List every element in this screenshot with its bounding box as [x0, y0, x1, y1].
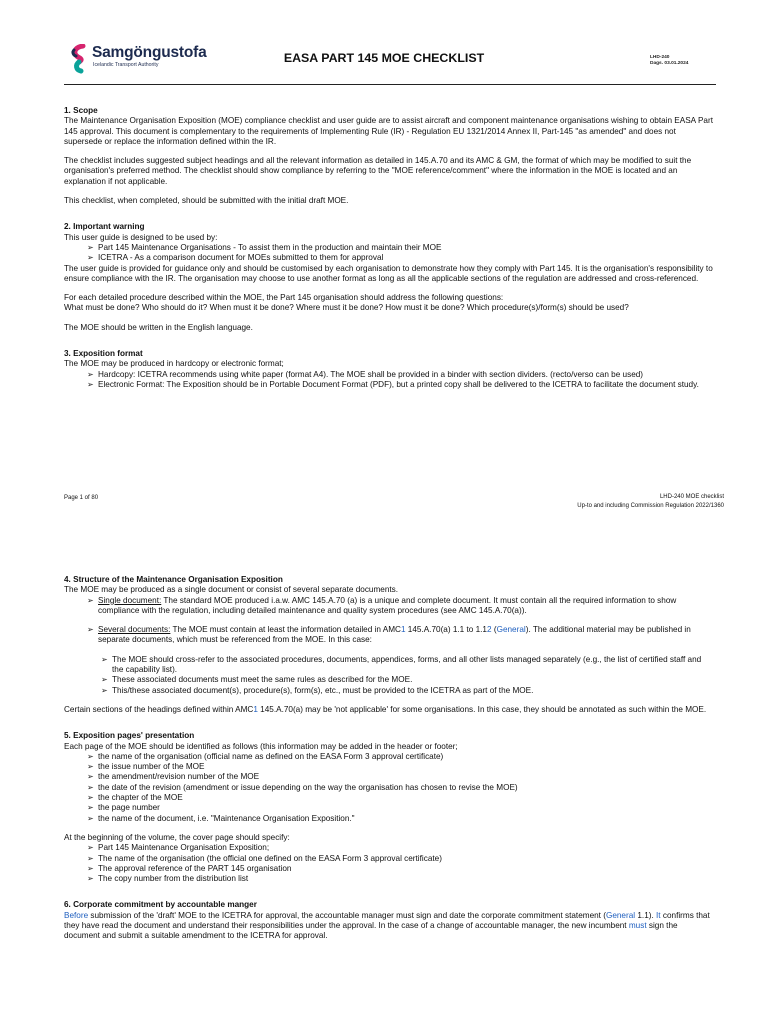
paragraph: The Maintenance Organisation Exposition (MOE) compliance checklist and user guide are to assist aircraft and component maintenance organisations wishing to obtain EASA Part 145 approval. This document is complementary to the requirements of Implementing Rule (IR) - Regulation EU 1321/2014 Annex II, Part-145 "as amended" and does not supersede or replace the information defined within the IR. — [64, 116, 713, 146]
paragraph: What must be done? Who should do it? When must it be done? Where must it be done? How must it be done? Which procedure(s)/form(s) should be used? — [64, 303, 629, 313]
section-heading-corporate-commitment: 6. Corporate commitment by accountable manger — [64, 900, 257, 910]
arrow-bullet-icon: ➢ — [87, 803, 94, 813]
paragraph: Each page of the MOE should be identified as follows (this information may be added in the header or footer; — [64, 741, 458, 751]
list-item: ➢ This/these associated document(s), procedure(s), form(s), etc., must be provided to the ICETRA as part of the MOE. — [101, 685, 534, 695]
several-documents-label: Several documents: — [98, 625, 171, 635]
bullet-list — [64, 752, 714, 824]
list-item: ➢ Hardcopy: ICETRA recommends using white paper (format A4). The MOE shall be provided in a binder with section dividers. (recto/verso can be used) — [87, 369, 644, 379]
page-number: Page 1 of 80 — [64, 495, 99, 501]
list-item: ➢ the chapter of the MOE — [87, 793, 183, 803]
arrow-bullet-icon: ➢ — [101, 675, 108, 685]
list-item: ➢ the name of the organisation (official name as defined on the EASA Form 3 approval certificate) — [87, 751, 444, 761]
general-reference-link: General — [496, 625, 526, 635]
list-item: ➢ Single document: The standard MOE produced i.a.w. AMC 145.A.70 (a) is a unique and complete document. It must contain all the required information to show compliance with the regulation, including detailed maintenance and quality system procedures (see AMC 145.A.70(a)). — [87, 595, 677, 615]
page-1-body — [64, 106, 714, 390]
paragraph: Before submission of the 'draft' MOE to the ICETRA for approval, the accountable manager must sign and date the corporate commitment statement (General 1.1). It confirms that they have read the document and understand their responsibilities under the approval. In the case of a change of accountable manager, the new incumbent must sign the document and submit a suitable amendment to the ICETRA for approval. — [64, 910, 710, 941]
section-heading-structure: 4. Structure of the Maintenance Organisation Exposition — [64, 575, 283, 584]
paragraph: The checklist includes suggested subject headings and all the relevant information as detailed in 145.A.70 and its AMC & GM, the format of which may be modified to suit the organisation's preferred method. The checklist should show compliance by referring to the "MOE reference/comment" where the information in the MOE is located and an explanation if not applicable. — [64, 156, 692, 186]
list-item: ➢ the name of the document, i.e. "Maintenance Organisation Exposition." — [87, 813, 355, 823]
arrow-bullet-icon: ➢ — [87, 843, 94, 853]
arrow-bullet-icon: ➢ — [87, 625, 94, 635]
list-item: ➢ the amendment/revision number of the MOE — [87, 772, 260, 782]
general-reference-link: General — [605, 910, 636, 920]
list-item: ➢ the date of the revision (amendment or issue depending on the way the organisation has chosen to revise the MOE) — [87, 782, 518, 792]
document-title: EASA PART 145 MOE CHECKLIST — [283, 51, 485, 65]
list-item: ➢ These associated documents must meet the same rules as described for the MOE. — [101, 675, 413, 685]
arrow-bullet-icon: ➢ — [101, 654, 108, 664]
paragraph: For each detailed procedure described within the MOE, the Part 145 organisation should address the following questions: — [64, 293, 504, 303]
list-item: ➢ Several documents: The MOE must contain at least the information detailed in AMC1 145.A.70(a) 1.1 to 1.12 (General). The additional material may be published in separate documents, which must be referenced from the MOE. In this case: — [87, 625, 691, 645]
document-reference — [650, 55, 688, 67]
single-document-label: Single document: — [98, 595, 162, 605]
bullet-list — [64, 370, 714, 391]
list-item: ➢ Part 145 Maintenance Organisations - To assist them in the production and maintain their MOE — [87, 242, 442, 252]
arrow-bullet-icon: ➢ — [87, 369, 94, 379]
arrow-bullet-icon: ➢ — [87, 379, 94, 389]
list-item: ➢ the issue number of the MOE — [87, 762, 205, 772]
header-divider — [64, 84, 716, 85]
arrow-bullet-icon: ➢ — [87, 863, 94, 873]
paragraph: The MOE should be written in the English language. — [64, 322, 253, 332]
section-heading-pages-presentation: 5. Exposition pages' presentation — [64, 731, 195, 741]
arrow-bullet-icon: ➢ — [87, 874, 94, 884]
arrow-bullet-icon: ➢ — [87, 595, 94, 605]
list-item: ➢ ICETRA - As a comparison document for MOEs submitted to them for approval — [87, 253, 384, 263]
document-date: Dags. 03.01.2024 — [650, 61, 689, 66]
list-item: ➢ The approval reference of the PART 145 organisation — [87, 863, 292, 873]
section-heading-scope: 1. Scope — [64, 106, 98, 115]
arrow-bullet-icon: ➢ — [87, 793, 94, 803]
arrow-bullet-icon: ➢ — [87, 242, 94, 252]
list-item: ➢ The MOE should cross-refer to the associated procedures, documents, appendices, forms, and all other lists managed separately (e.g., the list of certified staff and the capability list). — [101, 654, 702, 675]
paragraph: At the beginning of the volume, the cover page should specify: — [64, 832, 290, 842]
bullet-list — [64, 625, 714, 646]
arrow-bullet-icon: ➢ — [87, 813, 94, 823]
bullet-list — [64, 843, 714, 884]
arrow-bullet-icon: ➢ — [87, 853, 94, 863]
arrow-bullet-icon: ➢ — [87, 782, 94, 792]
document-code: LHD-240 — [650, 55, 670, 60]
logo-name: Samgöngustofa — [92, 44, 207, 61]
paragraph: This checklist, when completed, should be submitted with the initial draft MOE. — [64, 196, 349, 206]
section-heading-important-warning: 2. Important warning — [64, 222, 145, 232]
arrow-bullet-icon: ➢ — [87, 762, 94, 772]
sub-bullet-list — [64, 655, 714, 696]
paragraph: This user guide is designed to be used by: — [64, 232, 218, 242]
footer-reference — [480, 493, 724, 511]
paragraph: The MOE may be produced as a single document or consist of several separate documents. — [64, 585, 399, 595]
arrow-bullet-icon: ➢ — [87, 253, 94, 263]
arrow-bullet-icon: ➢ — [87, 751, 94, 761]
arrow-bullet-icon: ➢ — [101, 685, 108, 695]
paragraph: Certain sections of the headings defined within AMC1 145.A.70(a) may be 'not applicable' for some organisations. In this case, they should be annotated as such within the MOE. — [64, 704, 707, 714]
footer-document-name: LHD-240 MOE checklist — [659, 494, 724, 500]
arrow-bullet-icon: ➢ — [87, 772, 94, 782]
logo-subtitle: Icelandic Transport Authority — [93, 62, 159, 68]
bullet-list — [64, 243, 714, 264]
paragraph: The MOE may be produced in hardcopy or electronic format; — [64, 359, 284, 369]
bullet-list — [64, 596, 714, 617]
list-item: ➢ Electronic Format: The Exposition should be in Portable Document Format (PDF), but a printed copy shall be delivered to the ICETRA to facilitate the document study. — [87, 379, 699, 389]
footer-regulation: Up-to and including Commission Regulation 2022/1360 — [577, 503, 724, 509]
list-item: ➢ Part 145 Maintenance Organisation Exposition; — [87, 843, 270, 853]
paragraph: The user guide is provided for guidance only and should be customised by each organisation to demonstrate how they comply with Part 145. It is the organisation's responsibility to ensure compliance with the IR. The organisation may choose to use another format as long as all the applicable sections of the regulation are addressed and cross-referenced. — [64, 263, 713, 283]
section-heading-exposition-format: 3. Exposition format — [64, 349, 143, 359]
list-item: ➢ The copy number from the distribution list — [87, 874, 249, 884]
list-item: ➢ the page number — [87, 803, 160, 813]
list-item: ➢ The name of the organisation (the official one defined on the EASA Form 3 approval certificate) — [87, 853, 442, 863]
page-2-body — [64, 575, 714, 942]
